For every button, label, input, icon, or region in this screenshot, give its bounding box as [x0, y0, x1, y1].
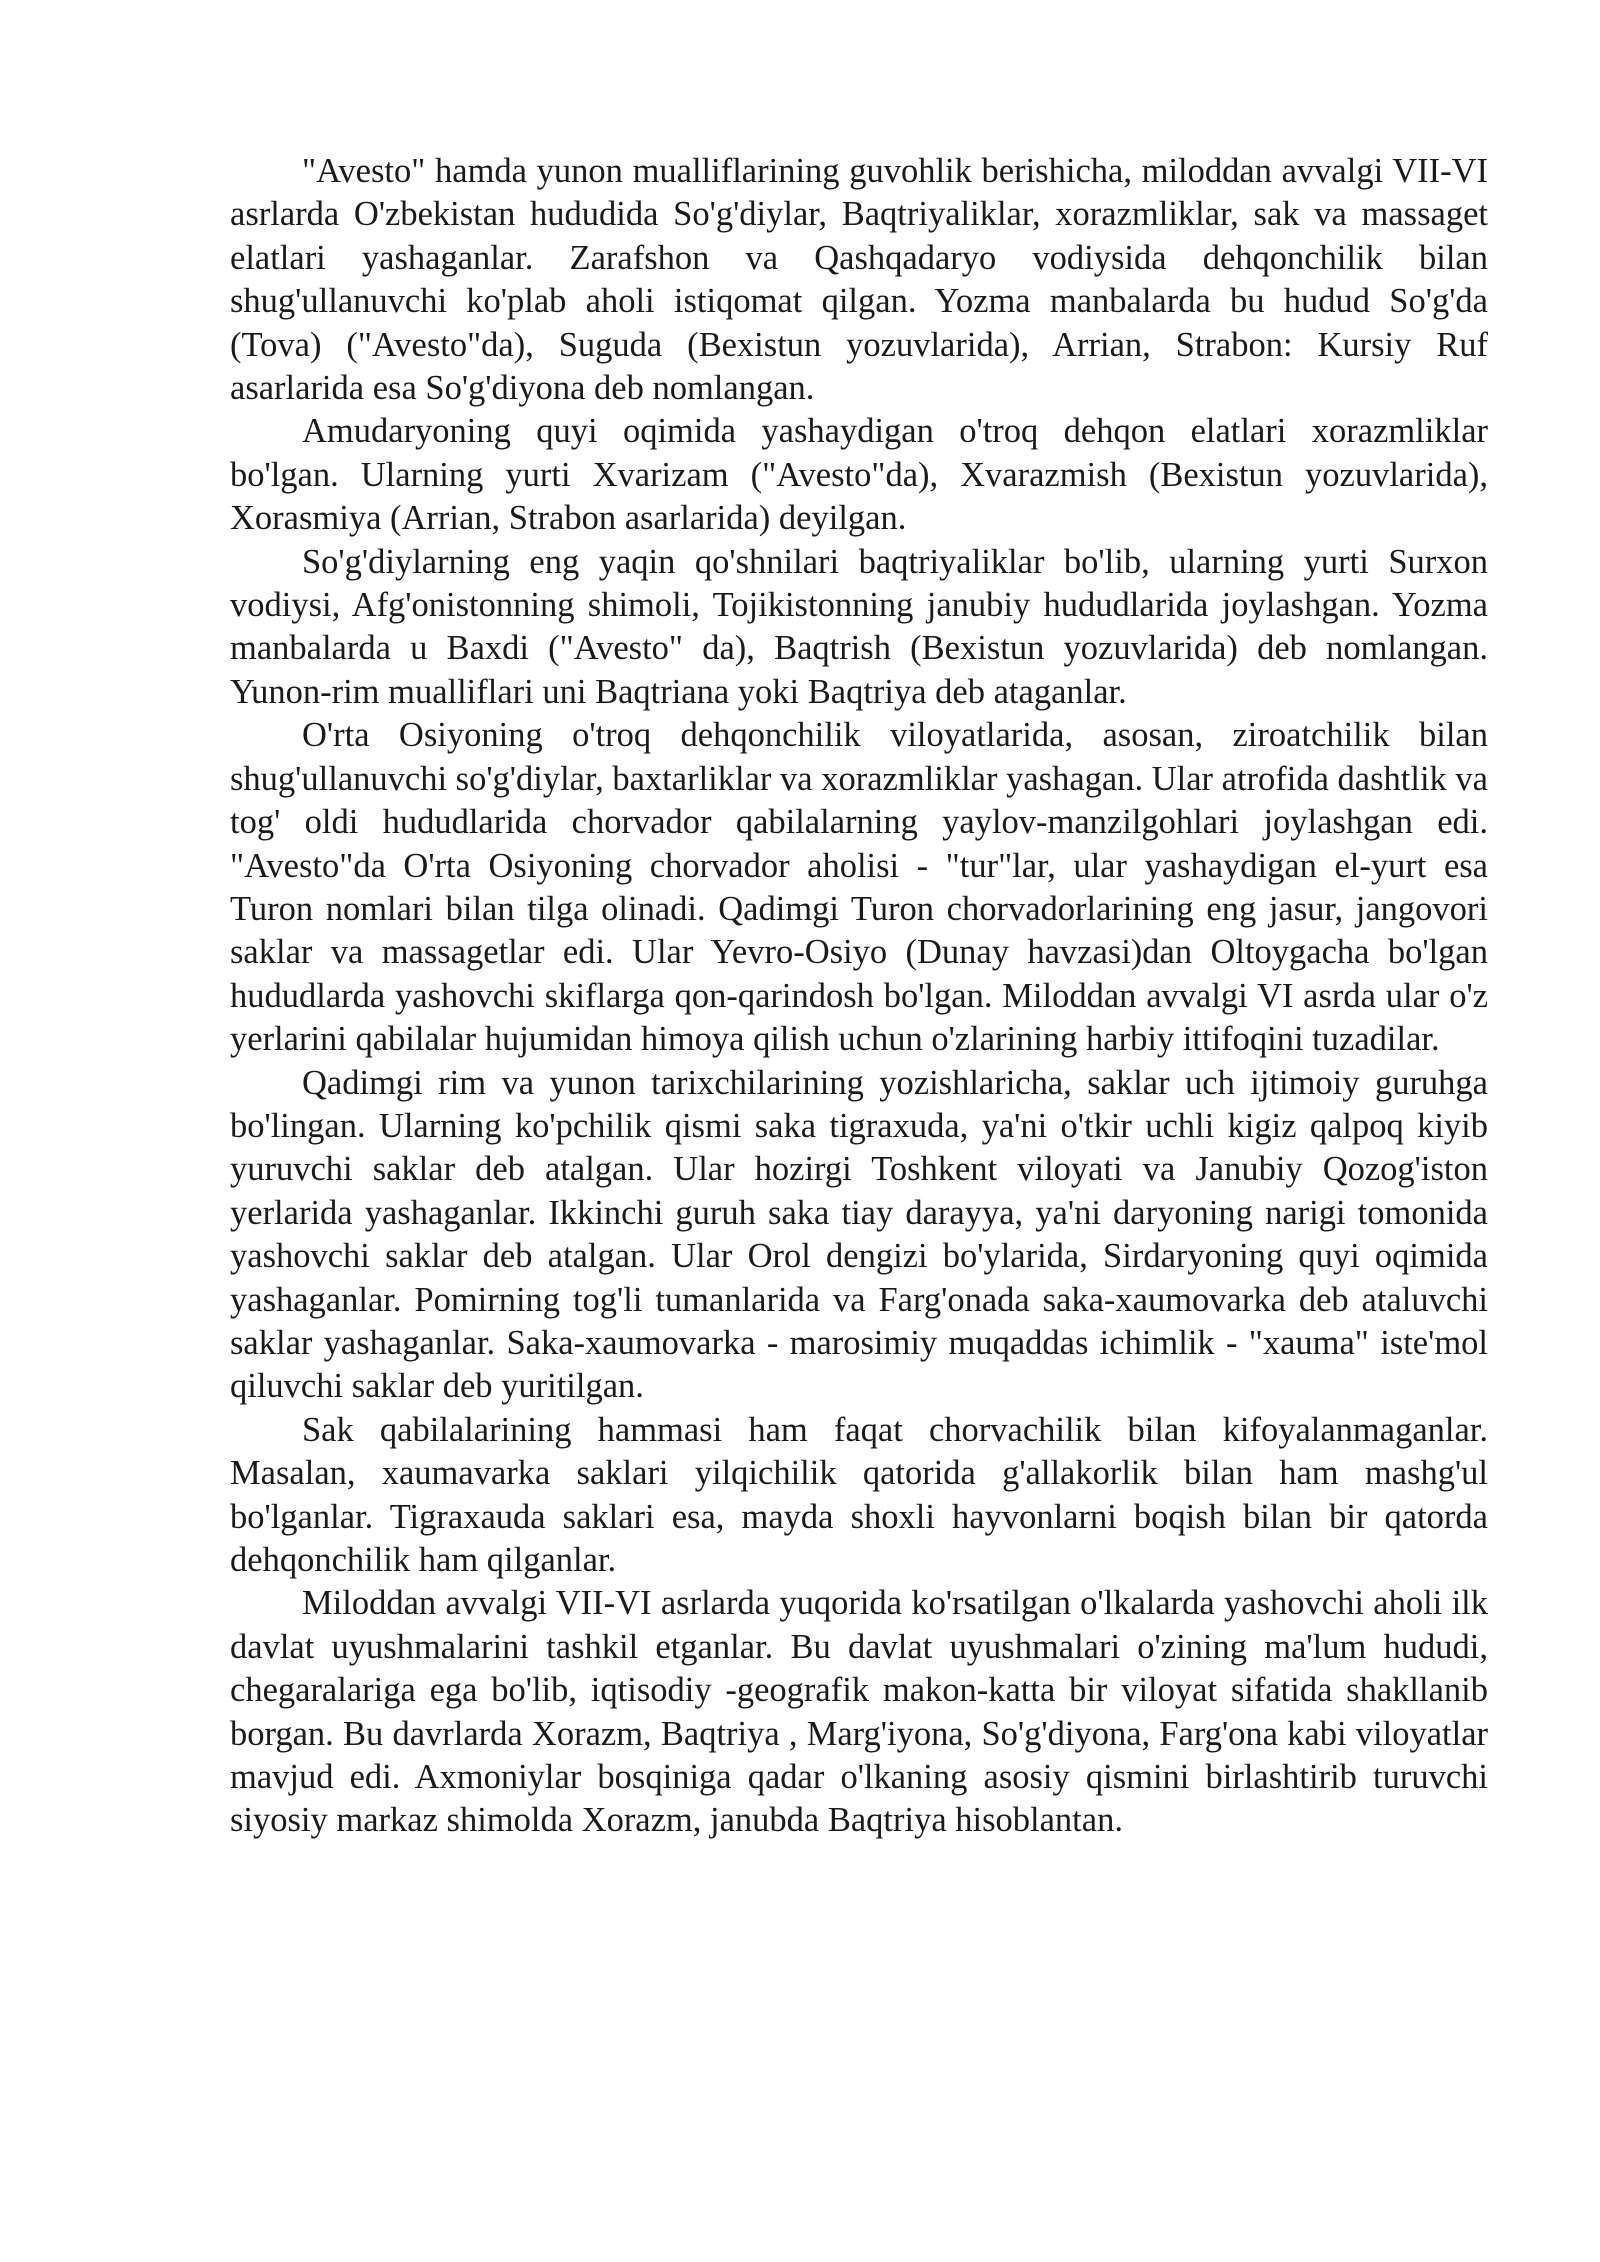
paragraph-saka-groups: Qadimgi rim va yunon tarixchilarining yozishlaricha, saklar uch ijtimoiy guruhga bo'lingan. Ularning ko'pchilik qismi saka tigraxuda, ya'ni o'tkir uchli kigiz qalpoq kiyib yuruvchi saklar deb atalgan. Ular hozirgi Toshkent viloyati va Janubiy Qozog'iston yerlarida yashaganlar. Ikkinchi guruh saka tiay darayya, ya'ni daryoning narigi tomonida yashovchi saklar deb atalgan. Ular Orol dengizi bo'ylarida, Sirdaryoning quyi oqimida yashaganlar. Pomirning tog'li tumanlarida va Farg'onada saka-xaumovarka deb ataluvchi saklar yashaganlar. Saka-xaumovarka - marosimiy muqaddas ichimlik - "xauma" iste'mol qiluvchi saklar deb yuritilgan.: [230, 1063, 1488, 1406]
document-page: [230, 150, 1488, 1843]
paragraph-saka-economy: Sak qabilalarining hammasi ham faqat chorvachilik bilan kifoyalanmaganlar. Masalan, xaumavarka saklari yilqichilik qatorida g'allakorlik bilan ham mashg'ul bo'lganlar. Tigraxauda saklari esa, mayda shoxli hayvonlarni boqish bilan bir qatorda dehqonchilik ham qilganlar.: [230, 1410, 1488, 1579]
paragraph-early-states: Miloddan avvalgi VII-VI asrlarda yuqorida ko'rsatilgan o'lkalarda yashovchi aholi ilk davlat uyushmalarini tashkil etganlar. Bu davlat uyushmalari o'zining ma'lum hududi, chegaralariga ega bo'lib, iqtisodiy -geografik makon-katta bir viloyat sifatida shakllanib borgan. Bu davrlarda Xorazm, Baqtriya , Marg'iyona, So'g'diyona, Farg'ona kabi viloyatlar mavjud edi. Axmoniylar bosqiniga qadar o'lkaning asosiy qismini birlashtirib turuvchi siyosiy markaz shimolda Xorazm, janubda Baqtriya hisoblantan.: [230, 1584, 1488, 1840]
paragraph-turon-nomads: O'rta Osiyoning o'troq dehqonchilik viloyatlarida, asosan, ziroatchilik bilan shug'ullanuvchi so'g'diylar, baxtarliklar va xorazmliklar yashagan. Ular atrofida dashtlik va tog' oldi hududlarida chorvador qabilalarning yaylov-manzilgohlari joylashgan edi. "Avesto"da O'rta Osiyoning chorvador aholisi - "tur"lar, ular yashaydigan el-yurt esa Turon nomlari bilan tilga olinadi. Qadimgi Turon chorvadorlarining eng jasur, jangovori saklar va massagetlar edi. Ular Yevro-Osiyo (Dunay havzasi)dan Oltoygacha bo'lgan hududlarda yashovchi skiflarga qon-qarindosh bo'lgan. Miloddan avvalgi VI asrda ular o'z yerlarini qabilalar hujumidan himoya qilish uchun o'zlarining harbiy ittifoqini tuzadilar.: [230, 716, 1488, 1059]
paragraph-xorazm: Amudaryoning quyi oqimida yashaydigan o'troq dehqon elatlari xorazmliklar bo'lgan. Ularning yurti Xvarizam ("Avesto"da), Xvarazmish (Bexistun yozuvlarida), Xorasmiya (Arrian, Strabon asarlarida) deyilgan.: [230, 412, 1488, 538]
paragraph-avesto-sources: "Avesto" hamda yunon mualliflarining guvohlik berishicha, miloddan avvalgi VII-VI asrlarda O'zbekistan hududida So'g'diylar, Baqtriyaliklar, xorazmliklar, sak va massaget elatlari yashaganlar. Zarafshon va Qashqadaryo vodiysida dehqonchilik bilan shug'ullanuvchi ko'plab aholi istiqomat qilgan. Yozma manbalarda bu hudud So'g'da (Tova) ("Avesto"da), Suguda (Bexistun yozuvlarida), Arrian, Strabon: Kursiy Ruf asarlarida esa So'g'diyona deb nomlangan.: [230, 152, 1488, 408]
paragraph-baqtriya: So'g'diylarning eng yaqin qo'shnilari baqtriyaliklar bo'lib, ularning yurti Surxon vodiysi, Afg'onistonning shimoli, Tojikistonning janubiy hududlarida joylashgan. Yozma manbalarda u Baxdi ("Avesto" da), Baqtrish (Bexistun yozuvlarida) deb nomlangan. Yunon-rim mualliflari uni Baqtriana yoki Baqtriya deb ataganlar.: [230, 542, 1488, 711]
